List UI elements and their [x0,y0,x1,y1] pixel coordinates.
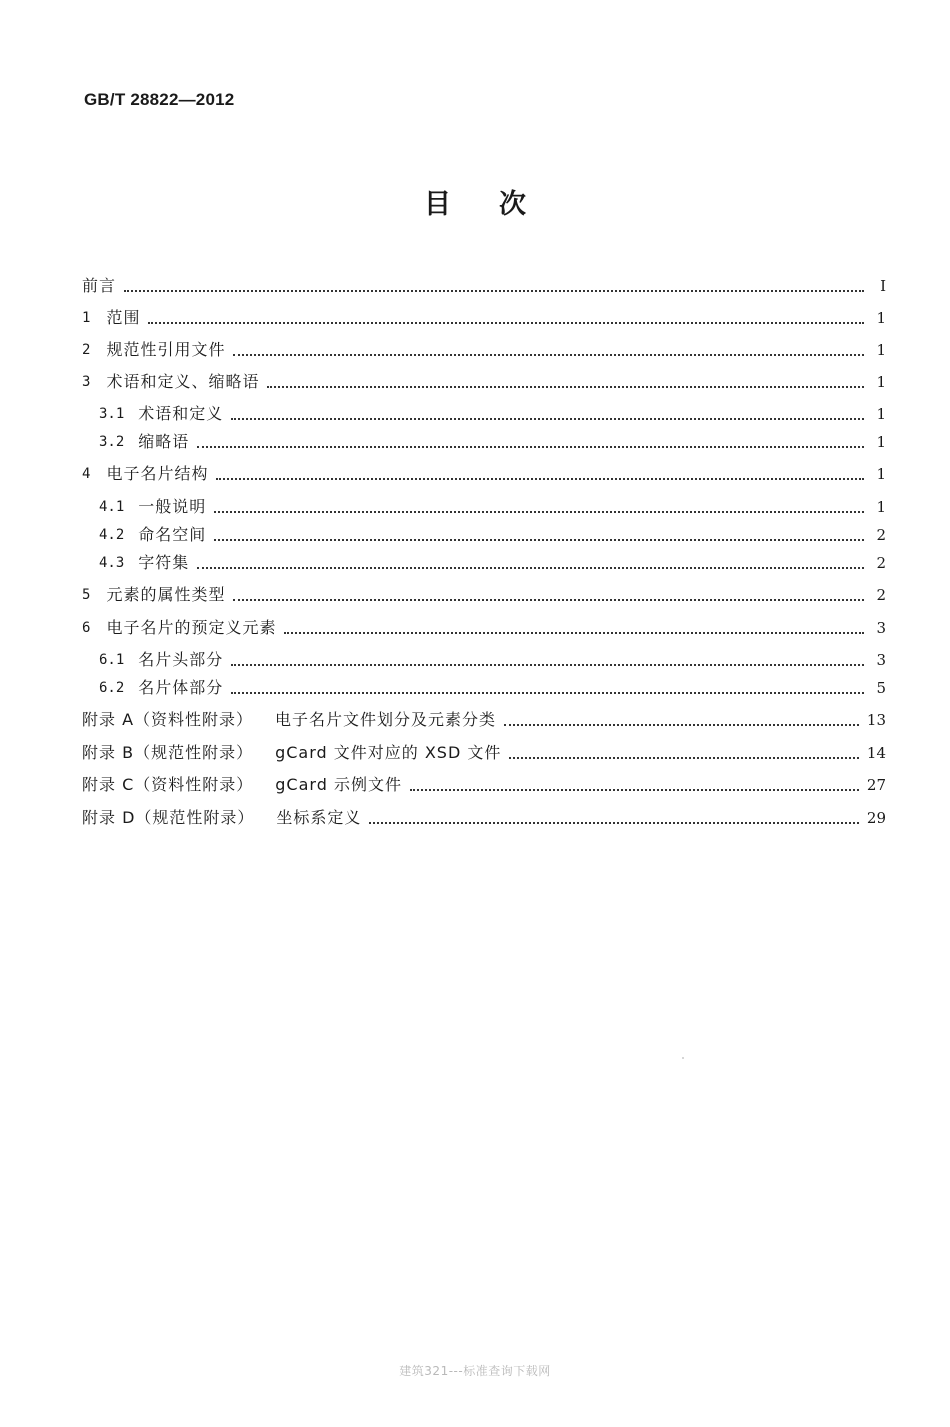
scan-speck [682,1057,684,1059]
toc-leader-dots [267,385,864,388]
toc-entry-number: 2 [82,342,91,358]
toc-entry-number: 6.1 [99,652,125,668]
toc-entry-2[interactable] [82,334,886,360]
toc-entry-title: 电子名片结构 [106,464,209,483]
toc-entry-page: 2 [876,554,886,572]
toc-leader-dots [231,663,864,666]
toc-entry-title: gCard 示例文件 [275,775,402,794]
toc-entry-4[interactable] [82,458,886,484]
toc-entry-page: 3 [876,651,886,669]
toc-entry-page: 14 [866,744,886,762]
toc-entry-page: 1 [876,433,886,451]
toc-entry-page: 13 [866,711,886,729]
toc-entry-3-2[interactable] [99,426,886,452]
toc-entry-title: 术语和定义 [138,404,224,423]
toc-entry-title: 坐标系定义 [276,808,362,827]
toc-entry-page: 5 [876,679,886,697]
toc-entry-title: 电子名片的预定义元素 [106,618,277,637]
toc-leader-dots [233,353,864,356]
toc-entry-appendix-d[interactable] [82,802,886,828]
toc-entry-number: 3 [82,374,91,390]
toc-entry-page: 1 [876,341,886,359]
toc-entry-page: 2 [876,526,886,544]
toc-entry-page: 29 [866,809,886,827]
toc-leader-dots [214,510,864,513]
toc-entry-6-2[interactable] [99,672,886,698]
page-title: 目次 [424,189,574,220]
footer-watermark: 建筑321---标准查询下载网 [399,1364,551,1378]
toc-entry-number: 1 [82,310,91,326]
toc-leader-dots [504,723,859,726]
toc-appendix-label: 附录 B（规范性附录） [82,743,254,762]
toc-entry-4-1[interactable] [99,491,886,517]
toc-entry-number: 4 [82,466,91,482]
toc-entry-appendix-b[interactable] [82,737,886,763]
toc-entry-page: 3 [876,619,886,637]
toc-entry-3[interactable] [82,366,886,392]
toc-entry-number: 4.1 [99,499,125,515]
toc-leader-dots [233,598,864,601]
toc-entry-page: Ⅰ [880,277,886,295]
toc-entry-1[interactable] [82,302,886,328]
toc-leader-dots [214,538,864,541]
toc-entry-number: 4.3 [99,555,125,571]
toc-entry-title: 电子名片文件划分及元素分类 [275,710,497,729]
standard-number: GB/T 28822—2012 [84,90,235,109]
toc-leader-dots [216,477,864,480]
toc-leader-dots [509,756,859,759]
toc-entry-title: 前言 [82,276,117,295]
toc-appendix-label: 附录 C（资料性附录） [82,775,254,794]
toc-entry-4-2[interactable] [99,519,886,545]
toc-entry-4-3[interactable] [99,547,886,573]
toc-entry-number: 6 [82,620,91,636]
toc-leader-dots [231,417,864,420]
toc-entry-title: 一般说明 [138,497,207,516]
toc-leader-dots [124,289,864,292]
toc-entry-number: 3.2 [99,434,125,450]
toc-leader-dots [197,445,864,448]
toc-leader-dots [369,821,858,824]
toc-entry-title: gCard 文件对应的 XSD 文件 [275,743,502,762]
toc-appendix-label: 附录 D（规范性附录） [82,808,255,827]
toc-entry-page: 1 [876,309,886,327]
toc-entry-page: 1 [876,373,886,391]
toc-entry-6[interactable] [82,612,886,638]
toc-entry-title: 范围 [106,308,141,327]
toc-entry-title: 字符集 [138,553,190,572]
toc-entry-title: 术语和定义、缩略语 [106,372,260,391]
toc-entry-page: 2 [876,586,886,604]
toc-leader-dots [197,566,864,569]
toc-entry-page: 1 [876,405,886,423]
toc-leader-dots [148,321,864,324]
toc-entry-title: 命名空间 [138,525,207,544]
toc-entry-number: 6.2 [99,680,125,696]
toc-appendix-label: 附录 A（资料性附录） [82,710,254,729]
toc-entry-page: 1 [876,498,886,516]
toc-leader-dots [410,788,859,791]
toc-leader-dots [231,691,864,694]
toc-entry-3-1[interactable] [99,398,886,424]
toc-entry-title: 元素的属性类型 [106,585,226,604]
toc-entry-number: 5 [82,587,91,603]
toc-entry-number: 4.2 [99,527,125,543]
toc-leader-dots [284,631,864,634]
toc-entry-title: 名片头部分 [138,650,224,669]
toc-entry-page: 27 [866,776,886,794]
toc-entry-number: 3.1 [99,406,125,422]
toc-entry-6-1[interactable] [99,644,886,670]
toc-entry-title: 规范性引用文件 [106,340,226,359]
toc-entry-5[interactable] [82,579,886,605]
toc-entry-foreword[interactable] [82,270,886,296]
toc-entry-page: 1 [876,465,886,483]
toc-entry-title: 名片体部分 [138,678,224,697]
toc-entry-appendix-c[interactable] [82,769,886,795]
toc-entry-title: 缩略语 [138,432,190,451]
toc-entry-appendix-a[interactable] [82,704,886,730]
